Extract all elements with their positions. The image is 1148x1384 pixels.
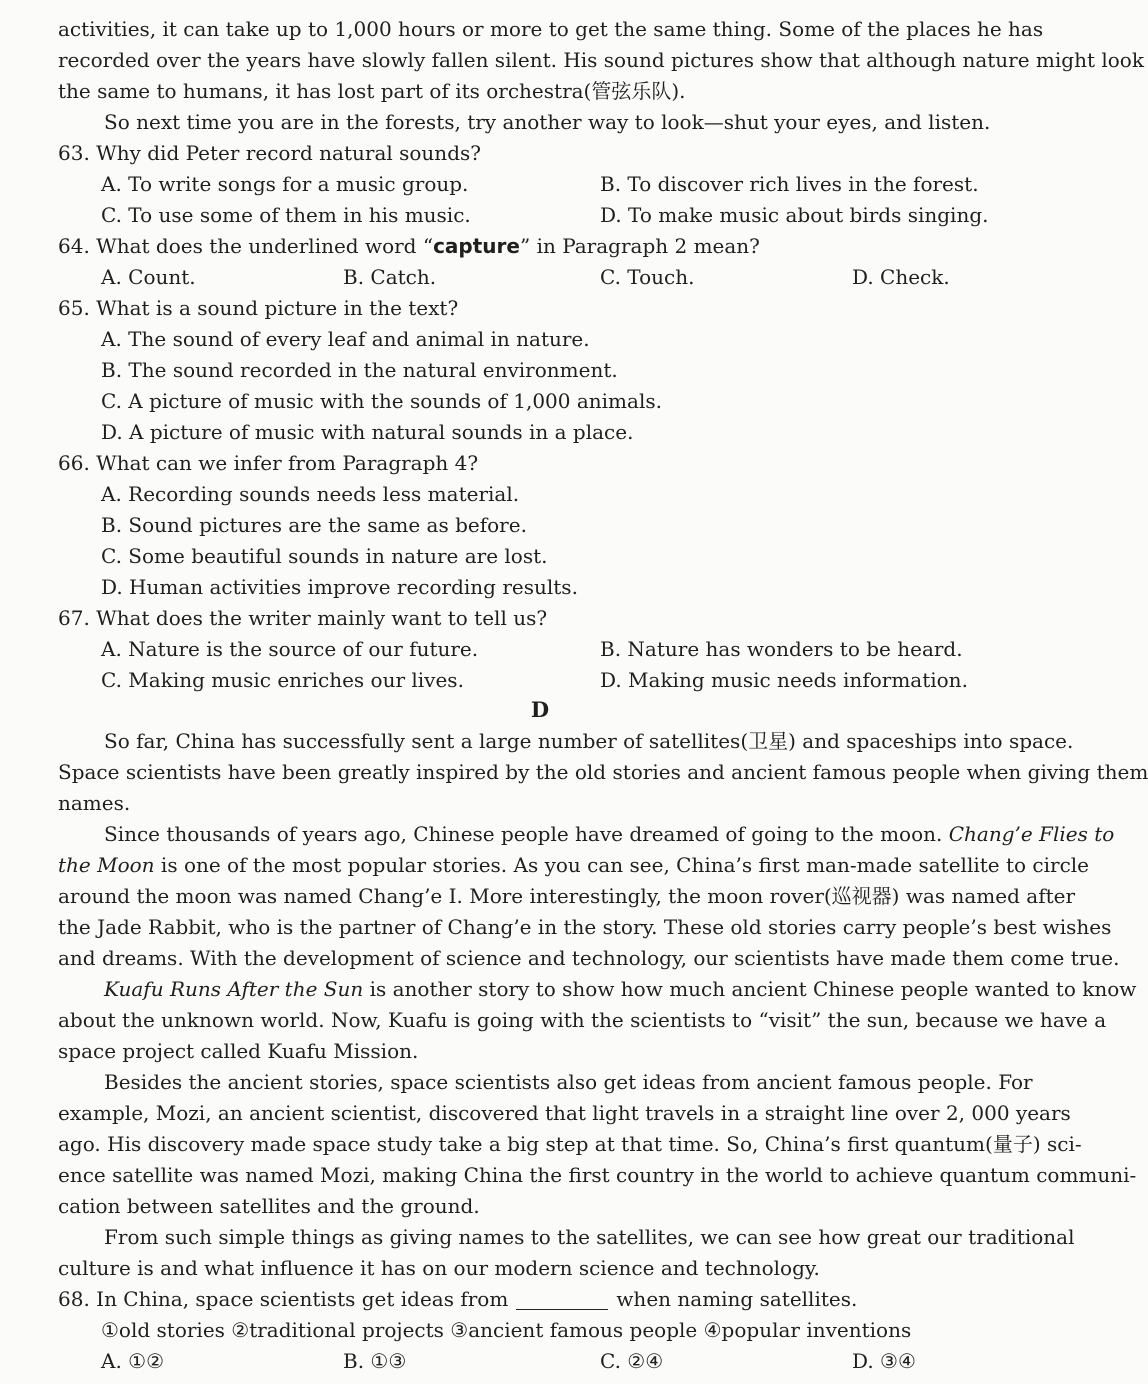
question-65-stem: 65. What is a sound picture in the text? bbox=[58, 296, 459, 320]
passage-line: cation between satellites and the ground. bbox=[58, 1194, 480, 1218]
question-67-stem: 67. What does the writer mainly want to tell us? bbox=[58, 606, 548, 630]
q68-option-a: A. ①② bbox=[101, 1349, 165, 1373]
passage-line: the Jade Rabbit, who is the partner of Chang’e in the story. These old stories carry people’s best wishes bbox=[58, 915, 1112, 939]
q63-option-c: C. To use some of them in his music. bbox=[101, 203, 471, 227]
q66-option-d: D. Human activities improve recording results. bbox=[101, 575, 578, 599]
q64-option-d: D. Check. bbox=[852, 265, 950, 289]
passage-line: and dreams. With the development of science and technology, our scientists have made them come true. bbox=[58, 946, 1120, 970]
q67-option-c: C. Making music enriches our lives. bbox=[101, 668, 464, 692]
passage-line: around the moon was named Chang’e Ⅰ. More interestingly, the moon rover(巡视器) was named after bbox=[58, 884, 1076, 908]
q67-option-d: D. Making music needs information. bbox=[600, 668, 968, 692]
q65-option-d: D. A picture of music with natural sounds in a place. bbox=[101, 420, 634, 444]
q68-option-c: C. ②④ bbox=[600, 1349, 664, 1373]
q68-stem-post: when naming satellites. bbox=[616, 1287, 858, 1311]
question-68-stem bbox=[58, 1284, 1024, 1315]
q68-choice-items: ①old stories ②traditional projects ③ancient famous people ④popular inventions bbox=[101, 1318, 912, 1342]
passage-line: ago. His discovery made space study take a big step at that time. So, China’s first quantum(量子) sci- bbox=[58, 1132, 1082, 1156]
q68-stem-pre: 68. In China, space scientists get ideas from bbox=[58, 1287, 509, 1311]
q68-option-b: B. ①③ bbox=[343, 1349, 407, 1373]
q64-option-a: A. Count. bbox=[101, 265, 196, 289]
question-63-stem: 63. Why did Peter record natural sounds? bbox=[58, 141, 481, 165]
q64-stem-pre: 64. What does the underlined word “ bbox=[58, 234, 434, 258]
text-run: Since thousands of years ago, Chinese people have dreamed of going to the moon. bbox=[104, 822, 949, 846]
passage-line: the same to humans, it has lost part of its orchestra(管弦乐队). bbox=[58, 79, 686, 103]
passage-line: ence satellite was named Mozi, making China the first country in the world to achieve quantum communi- bbox=[58, 1163, 1137, 1187]
section-title: D bbox=[530, 697, 550, 722]
q64-stem-post: ” in Paragraph 2 mean? bbox=[519, 234, 760, 258]
question-66-stem: 66. What can we infer from Paragraph 4? bbox=[58, 451, 479, 475]
passage-line bbox=[104, 819, 1115, 850]
passage-line: So far, China has successfully sent a large number of satellites(卫星) and spaceships into space. bbox=[104, 729, 1074, 753]
question-64-stem bbox=[58, 231, 1024, 262]
story-title: the Moon bbox=[58, 853, 155, 877]
text-run: is one of the most popular stories. As you can see, China’s first man-made satellite to circle bbox=[154, 853, 1090, 877]
q65-option-c: C. A picture of music with the sounds of 1,000 animals. bbox=[101, 389, 662, 413]
story-title: Chang’e Flies to bbox=[948, 822, 1115, 846]
q63-option-d: D. To make music about birds singing. bbox=[600, 203, 989, 227]
q67-option-b: B. Nature has wonders to be heard. bbox=[600, 637, 963, 661]
q68-option-d: D. ③④ bbox=[852, 1349, 916, 1373]
passage-line: example, Mozi, an ancient scientist, discovered that light travels in a straight line over 2, 000 years bbox=[58, 1101, 1071, 1125]
q63-option-a: A. To write songs for a music group. bbox=[101, 172, 469, 196]
q65-option-a: A. The sound of every leaf and animal in nature. bbox=[101, 327, 590, 351]
q64-target-word: capture bbox=[433, 234, 520, 258]
passage-line: Space scientists have been greatly inspired by the old stories and ancient famous people when giving them bbox=[58, 760, 1148, 784]
q67-option-a: A. Nature is the source of our future. bbox=[101, 637, 479, 661]
q66-option-c: C. Some beautiful sounds in nature are lost. bbox=[101, 544, 548, 568]
q64-option-b: B. Catch. bbox=[343, 265, 437, 289]
passage-line bbox=[104, 974, 1137, 1005]
passage-line: activities, it can take up to 1,000 hours or more to get the same thing. Some of the places he has bbox=[58, 17, 1044, 41]
passage-line: From such simple things as giving names to the satellites, we can see how great our traditional bbox=[104, 1225, 1075, 1249]
q63-option-b: B. To discover rich lives in the forest. bbox=[600, 172, 979, 196]
passage-line: space project called Kuafu Mission. bbox=[58, 1039, 419, 1063]
story-title: Kuafu Runs After the Sun bbox=[104, 977, 364, 1001]
q65-option-b: B. The sound recorded in the natural environment. bbox=[101, 358, 618, 382]
passage-line: So next time you are in the forests, try another way to look—shut your eyes, and listen. bbox=[104, 110, 991, 134]
answer-blank bbox=[516, 1289, 608, 1310]
passage-line: names. bbox=[58, 791, 131, 815]
q66-option-b: B. Sound pictures are the same as before. bbox=[101, 513, 527, 537]
passage-line: Besides the ancient stories, space scientists also get ideas from ancient famous people. For bbox=[104, 1070, 1033, 1094]
passage-line: recorded over the years have slowly fallen silent. His sound pictures show that although nature might look bbox=[58, 48, 1144, 72]
passage-line: about the unknown world. Now, Kuafu is going with the scientists to “visit” the sun, because we have a bbox=[58, 1008, 1107, 1032]
passage-line: culture is and what influence it has on our modern science and technology. bbox=[58, 1256, 820, 1280]
text-run: is another story to show how much ancient Chinese people wanted to know bbox=[363, 977, 1137, 1001]
q64-option-c: C. Touch. bbox=[600, 265, 695, 289]
passage-line bbox=[58, 850, 1090, 881]
q66-option-a: A. Recording sounds needs less material. bbox=[101, 482, 520, 506]
